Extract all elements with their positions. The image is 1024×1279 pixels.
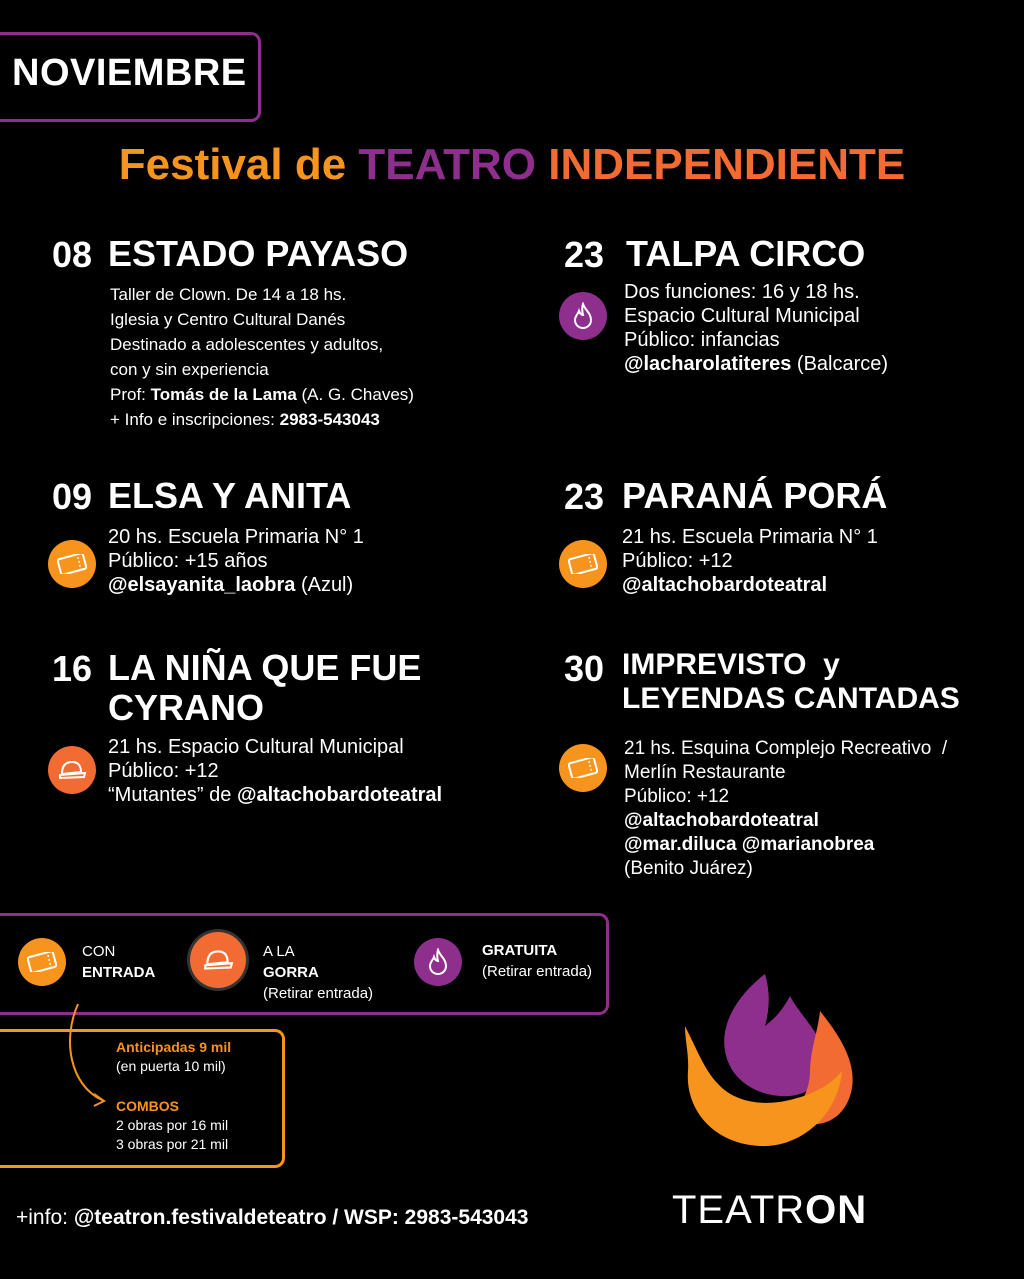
flame-icon [414,938,462,986]
event-title-line: LA NIÑA QUE FUE [108,647,422,688]
ticket-icon [559,744,607,792]
month-title: NOVIEMBRE [12,52,247,94]
event-detail-line: 21 hs. Escuela Primaria N° 1 [622,526,878,548]
legend-label-bold: GORRA [263,964,319,981]
event-title: ELSA Y ANITA [108,475,352,516]
event-title-line: CYRANO [108,687,265,728]
event-detail-line: Espacio Cultural Municipal [624,305,860,327]
brand-part1: TEATR [672,1188,806,1232]
legend-label: CON [82,943,116,960]
event-title [622,648,960,716]
event-credit: “Mutantes” de [108,784,232,806]
event-title-line: IMPREVISTO y [622,648,840,681]
event-details [110,282,414,432]
event-detail-line: Público: infancias [624,329,780,351]
event-title: ESTADO PAYASO [108,233,409,274]
price-combos-label: COMBOS [116,1098,179,1114]
event-title: PARANÁ PORÁ [622,475,888,516]
brand-logo-text [672,1188,867,1233]
event-place: (Benito Juárez) [624,858,753,879]
event-detail-line: Destinado a adolescentes y adultos, [110,335,384,354]
teatron-logo-icon [670,966,870,1166]
legend-label: A LA [263,943,295,960]
event-title [108,648,421,728]
event-place: (Azul) [300,574,354,596]
prof-label: Prof: [110,385,146,404]
legend-label-bold: ENTRADA [82,964,156,981]
event-title-line: LEYENDAS CANTADAS [622,682,960,715]
legend-label [263,962,373,983]
prof-name: Tomás de la Lama [150,385,297,404]
event-detail-line: Iglesia y Centro Cultural Danés [110,310,346,329]
legend-note: (Retirar entrada) [482,963,593,980]
instagram-handle: @elsayanita_laobra [108,574,296,596]
instagram-handle: @lacharolatiteres [624,353,792,375]
event-detail-line: 21 hs. Esquina Complejo Recreativo / [624,738,948,759]
info-phone: 2983-543043 [279,410,380,429]
event-detail-line [624,809,947,833]
event-detail-line: Merlín Restaurante [624,762,786,783]
legend-gratuita [482,940,592,982]
event-detail-line [624,352,888,376]
event-detail-line [624,833,947,857]
cap-icon [190,932,246,988]
price-puerta: (en puerta 10 mil) [116,1058,226,1074]
instagram-handle: @altachobardoteatral [236,784,443,806]
price-anticipadas-label: Anticipadas 9 mil [116,1039,232,1055]
event-detail-line: Taller de Clown. De 14 a 18 hs. [110,285,347,304]
event-details [108,525,364,597]
legend-note: (Retirar entrada) [263,985,374,1002]
event-detail-line: Público: +12 [622,550,733,572]
event-place: (Balcarce) [796,353,889,375]
festival-title-part2: TEATRO [358,140,537,189]
event-details [624,280,888,376]
event-details [108,735,442,807]
footer-prefix: +info: [16,1206,68,1229]
prices-spacer [116,1076,231,1097]
price-combo: 2 obras por 16 mil [116,1117,229,1133]
info-label: + Info e inscripciones: [110,410,275,429]
festival-title-part1: Festival de [118,140,347,189]
brand-part2: ON [805,1188,868,1232]
event-details [622,525,878,597]
price-combo: 3 obras por 21 mil [116,1136,229,1152]
event-details [624,737,947,881]
event-day: 08 [52,234,93,275]
event-detail-line [110,407,414,432]
legend-entrada [82,941,155,983]
ticket-icon [48,540,96,588]
festival-title-part3: INDEPENDIENTE [548,140,906,189]
event-detail-line: con y sin experiencia [110,360,269,379]
event-day: 23 [564,476,605,517]
event-detail-line: Dos funciones: 16 y 18 hs. [624,281,860,303]
instagram-handle: @altachobardoteatral [624,810,819,831]
footer-contact: @teatron.festivaldeteatro / WSP: 2983-543043 [73,1206,529,1229]
event-title: TALPA CIRCO [626,233,866,274]
event-detail-line [110,382,414,407]
legend-label [482,940,592,961]
event-detail-line [622,573,878,597]
instagram-handle: @mar.diluca @marianobrea [624,834,875,855]
event-detail-line: Público: +12 [108,760,219,782]
prices-list [116,1038,231,1154]
flame-icon [559,292,607,340]
price-combos [116,1097,231,1116]
event-detail-line: 21 hs. Espacio Cultural Municipal [108,736,404,758]
event-day: 23 [564,234,605,275]
event-day: 09 [52,476,93,517]
instagram-handle: @altachobardoteatral [622,574,828,596]
cap-icon [48,746,96,794]
legend-gorra [263,941,373,1004]
event-detail-line: Público: +12 [624,786,730,807]
arrow-icon [60,1000,120,1110]
ticket-icon [559,540,607,588]
event-day: 30 [564,648,605,689]
event-detail-line [108,783,442,807]
legend-label-bold: GRATUITA [482,942,558,959]
price-anticipadas [116,1038,231,1057]
festival-title [0,140,1024,190]
event-detail-line [108,573,364,597]
footer-info [16,1206,528,1230]
prof-extra: (A. G. Chaves) [301,385,414,404]
ticket-icon [18,938,66,986]
event-detail-line: Público: +15 años [108,550,268,572]
event-day: 16 [52,648,93,689]
legend-label [82,962,155,983]
event-detail-line: 20 hs. Escuela Primaria N° 1 [108,526,364,548]
